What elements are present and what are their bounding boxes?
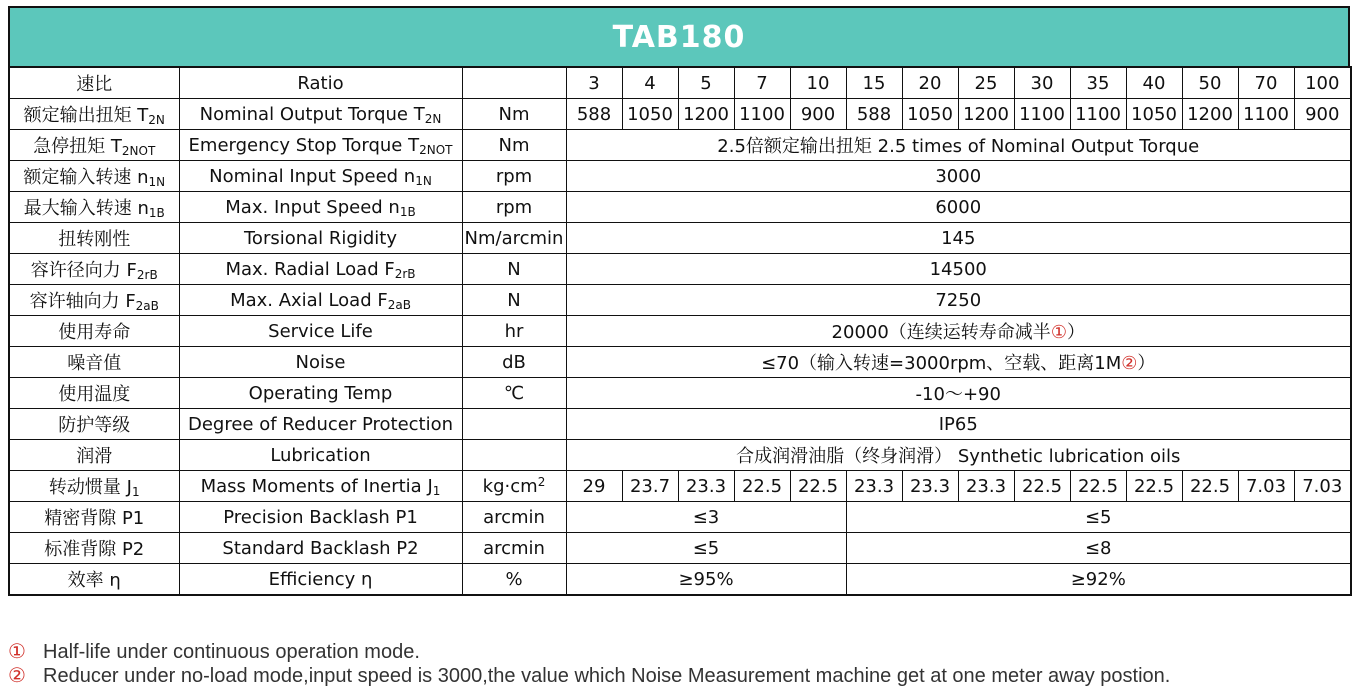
- table-title: TAB180: [8, 6, 1350, 66]
- row-label-en-subscript: 1N: [415, 173, 432, 188]
- table-row-axial: [9, 285, 1351, 316]
- value-cell-ratio-3-to-10: ≤5: [566, 533, 846, 564]
- value-cell: 1200: [678, 99, 734, 130]
- value-cell: 23.3: [678, 471, 734, 502]
- value-cell-ratio-15-to-100: ≥92%: [846, 564, 1351, 596]
- ratio-cell: 7: [734, 67, 790, 99]
- row-label-zh: [9, 316, 179, 347]
- table-row-estop: [9, 130, 1351, 161]
- row-unit-text: dB: [502, 351, 526, 373]
- footnotes: [8, 640, 1353, 688]
- row-label-zh: [9, 192, 179, 223]
- value-cell: 1050: [1126, 99, 1182, 130]
- value-cell: 1100: [734, 99, 790, 130]
- row-unit: [462, 533, 566, 564]
- row-unit-text: arcmin: [483, 506, 545, 528]
- value-cell: 7.03: [1238, 471, 1294, 502]
- footnote: [8, 664, 1353, 688]
- row-unit: [462, 192, 566, 223]
- row-unit: [462, 99, 566, 130]
- row-label-zh: [9, 254, 179, 285]
- value-cell: 23.3: [902, 471, 958, 502]
- row-label-en: [179, 409, 462, 440]
- table-row-radial: [9, 254, 1351, 285]
- value-text: 合成润滑油脂（终身润滑） Synthetic lubrication oils: [736, 446, 1181, 467]
- value-cell: 1100: [1070, 99, 1126, 130]
- row-unit-text: ℃: [503, 382, 525, 404]
- row-label-zh: [9, 471, 179, 502]
- row-label-en: [179, 533, 462, 564]
- row-unit-text: Nm/arcmin: [464, 227, 564, 249]
- ratio-label-zh: 速比: [9, 67, 179, 99]
- row-label-en: [179, 285, 462, 316]
- value-cell-all-ratios: [566, 161, 1351, 192]
- table-row-noise: [9, 347, 1351, 378]
- value-cell: 22.5: [734, 471, 790, 502]
- row-label-zh-text: 使用温度: [58, 384, 131, 405]
- row-label-en: [179, 254, 462, 285]
- row-label-zh-subscript: 1B: [148, 206, 165, 220]
- row-unit: [462, 471, 566, 502]
- value-cell: 1050: [622, 99, 678, 130]
- row-label-zh-subscript: 1N: [148, 175, 166, 189]
- row-label-en: [179, 161, 462, 192]
- ratio-cell: 25: [958, 67, 1014, 99]
- row-label-en-text: Nominal Input Speed n: [209, 165, 416, 187]
- row-label-zh: [9, 347, 179, 378]
- row-label-en-subscript: 2aB: [387, 297, 411, 312]
- spec-table: [8, 66, 1352, 596]
- value-cell: 22.5: [1182, 471, 1238, 502]
- row-label-en-text: Operating Temp: [248, 382, 393, 404]
- row-unit-text: %: [505, 568, 523, 590]
- row-label-en: [179, 564, 462, 596]
- row-unit: [462, 502, 566, 533]
- footnote: [8, 640, 1353, 664]
- table-row-protection: [9, 409, 1351, 440]
- row-label-en: [179, 192, 462, 223]
- row-label-en-text: Service Life: [268, 320, 373, 342]
- row-label-zh: [9, 285, 179, 316]
- row-label-zh-text: 防护等级: [58, 415, 131, 436]
- table-row-input-speed: [9, 161, 1351, 192]
- row-label-en-text: Precision Backlash P1: [223, 506, 418, 528]
- value-cell-all-ratios: [566, 316, 1351, 347]
- row-label-zh: [9, 533, 179, 564]
- row-unit-text: N: [507, 258, 521, 280]
- value-cell-all-ratios: [566, 192, 1351, 223]
- row-unit: [462, 161, 566, 192]
- value-cell: 22.5: [1126, 471, 1182, 502]
- value-cell-ratio-15-to-100: ≤5: [846, 502, 1351, 533]
- row-label-en: [179, 378, 462, 409]
- row-label-zh: [9, 564, 179, 596]
- value-cell-all-ratios: [566, 285, 1351, 316]
- table-row-lubrication: [9, 440, 1351, 471]
- row-label-en: [179, 130, 462, 161]
- ratio-cell: 35: [1070, 67, 1126, 99]
- row-label-en-subscript: 1B: [399, 204, 416, 219]
- value-cell: 23.3: [958, 471, 1014, 502]
- row-label-zh: [9, 161, 179, 192]
- row-label-zh-subscript: 2rB: [136, 268, 158, 282]
- row-label-en-text: Nominal Output Torque T: [199, 103, 425, 125]
- ratio-cell: 40: [1126, 67, 1182, 99]
- row-label-zh-subscript: 2aB: [135, 299, 159, 313]
- value-text-close: ）: [1137, 353, 1156, 374]
- value-cell-all-ratios: [566, 254, 1351, 285]
- row-label-zh-text: 效率 η: [67, 570, 121, 591]
- table-row-temp: [9, 378, 1351, 409]
- row-label-zh-text: 容许径向力 F: [30, 260, 137, 281]
- table-row-max-speed: [9, 192, 1351, 223]
- row-label-zh-text: 容许轴向力 F: [29, 291, 136, 312]
- ratio-cell: 10: [790, 67, 846, 99]
- row-label-zh-subscript: 2N: [148, 113, 165, 127]
- row-unit: [462, 130, 566, 161]
- row-label-en-subscript: 2rB: [394, 266, 416, 281]
- ratio-cell: 3: [566, 67, 622, 99]
- ratio-label-en: Ratio: [179, 67, 462, 99]
- row-unit-text: hr: [504, 320, 524, 342]
- value-cell: 22.5: [1014, 471, 1070, 502]
- row-label-en-text: Noise: [295, 351, 346, 373]
- ratio-unit: [462, 67, 566, 99]
- table-row-p1: [9, 502, 1351, 533]
- row-label-en-text: Lubrication: [270, 444, 371, 466]
- footnote-mark: ①: [8, 641, 26, 663]
- value-cell-all-ratios: [566, 440, 1351, 471]
- row-label-zh: [9, 99, 179, 130]
- row-unit-text: Nm: [498, 134, 530, 156]
- row-label-en-text: Efficiency η: [268, 568, 373, 590]
- row-label-en-text: Standard Backlash P2: [222, 537, 419, 559]
- row-label-en-text: Max. Radial Load F: [225, 258, 395, 280]
- value-text: IP65: [938, 413, 978, 435]
- row-label-zh: [9, 440, 179, 471]
- footnote-ref-mark: ①: [1050, 322, 1067, 343]
- row-label-zh-text: 噪音值: [67, 353, 122, 374]
- value-cell-ratio-3-to-10: ≥95%: [566, 564, 846, 596]
- table-row-life: [9, 316, 1351, 347]
- spec-sheet: [8, 6, 1350, 596]
- row-unit-text: arcmin: [483, 537, 545, 559]
- footnote-mark: ②: [8, 665, 26, 687]
- value-cell: 1100: [1238, 99, 1294, 130]
- row-unit-text: Nm: [498, 103, 530, 125]
- row-unit-text: kg·cm: [482, 475, 538, 497]
- value-cell: 29: [566, 471, 622, 502]
- row-label-zh: [9, 223, 179, 254]
- value-text: ≤70（输入转速=3000rpm、空载、距离1M: [761, 353, 1122, 374]
- row-unit: [462, 254, 566, 285]
- row-label-zh-text: 润滑: [76, 446, 113, 467]
- row-label-zh-text: 急停扭矩 T: [33, 136, 122, 157]
- row-label-en-text: Mass Moments of Inertia J: [200, 475, 433, 497]
- row-label-zh-text: 扭转刚性: [58, 229, 131, 250]
- ratio-cell: 70: [1238, 67, 1294, 99]
- ratio-cell: 15: [846, 67, 902, 99]
- value-cell: 23.7: [622, 471, 678, 502]
- row-label-en-text: Torsional Rigidity: [244, 227, 397, 249]
- footnote-text: Reducer under no-load mode,input speed is 3000,the value which Noise Measurement machine get at one meter away postion.: [43, 665, 1171, 687]
- row-unit: [462, 564, 566, 596]
- value-cell: 1050: [902, 99, 958, 130]
- table-row-p2: [9, 533, 1351, 564]
- row-unit: [462, 378, 566, 409]
- ratio-cell: 4: [622, 67, 678, 99]
- value-cell: 1200: [1182, 99, 1238, 130]
- value-text: 20000（连续运转寿命减半: [831, 322, 1051, 343]
- row-unit: [462, 409, 566, 440]
- row-label-zh-text: 使用寿命: [58, 322, 131, 343]
- table-row-efficiency: [9, 564, 1351, 596]
- row-unit: [462, 440, 566, 471]
- value-text-close: ）: [1066, 322, 1085, 343]
- row-label-en-text: Max. Input Speed n: [225, 196, 400, 218]
- ratio-cell: 100: [1294, 67, 1351, 99]
- value-text: 14500: [929, 258, 987, 280]
- value-cell: 900: [790, 99, 846, 130]
- row-label-zh-text: 最大输入转速 n: [23, 198, 149, 219]
- value-cell: 7.03: [1294, 471, 1351, 502]
- row-unit: [462, 316, 566, 347]
- value-cell-all-ratios: [566, 223, 1351, 254]
- row-label-zh-text: 额定输入转速 n: [23, 167, 149, 188]
- value-cell: 588: [846, 99, 902, 130]
- ratio-cell: 30: [1014, 67, 1070, 99]
- value-text: 145: [941, 227, 976, 249]
- row-label-zh: [9, 409, 179, 440]
- row-label-en: [179, 347, 462, 378]
- footnote-ref-mark: ②: [1121, 353, 1138, 374]
- value-cell: 1100: [1014, 99, 1070, 130]
- row-label-en: [179, 223, 462, 254]
- row-label-en-text: Degree of Reducer Protection: [187, 413, 454, 435]
- ratio-cell: 20: [902, 67, 958, 99]
- row-label-en-text: Emergency Stop Torque T: [188, 134, 420, 156]
- value-cell: 23.3: [846, 471, 902, 502]
- row-unit-superscript: 2: [537, 474, 546, 489]
- footnote-text: Half-life under continuous operation mode.: [43, 641, 420, 663]
- row-label-en: [179, 471, 462, 502]
- value-cell-all-ratios: [566, 347, 1351, 378]
- value-text: 2.5倍额定输出扭矩 2.5 times of Nominal Output Torque: [717, 136, 1200, 157]
- value-cell: 588: [566, 99, 622, 130]
- table-row-rigidity: [9, 223, 1351, 254]
- row-label-zh-subscript: 2NOT: [121, 144, 156, 158]
- row-label-zh-text: 标准背隙 P2: [44, 539, 145, 560]
- value-cell: 22.5: [1070, 471, 1126, 502]
- row-label-en: [179, 440, 462, 471]
- row-label-en-text: Max. Axial Load F: [230, 289, 388, 311]
- value-text: 6000: [935, 196, 982, 218]
- value-cell-ratio-15-to-100: ≤8: [846, 533, 1351, 564]
- row-label-en-subscript: 1: [432, 483, 441, 498]
- value-cell-all-ratios: [566, 409, 1351, 440]
- row-label-en-subscript: 2NOT: [419, 142, 453, 157]
- value-cell: 900: [1294, 99, 1351, 130]
- row-label-en: [179, 502, 462, 533]
- table-body: [9, 67, 1351, 595]
- value-cell-all-ratios: [566, 378, 1351, 409]
- row-unit: [462, 285, 566, 316]
- row-label-en: [179, 316, 462, 347]
- row-label-en: [179, 99, 462, 130]
- value-text: -10～+90: [915, 384, 1001, 405]
- row-unit: [462, 347, 566, 378]
- value-cell: 22.5: [790, 471, 846, 502]
- row-label-zh-text: 精密背隙 P1: [44, 508, 145, 529]
- ratio-cell: 5: [678, 67, 734, 99]
- row-label-en-subscript: 2N: [424, 111, 442, 126]
- value-cell: 1200: [958, 99, 1014, 130]
- row-unit: [462, 223, 566, 254]
- table-row-inertia: [9, 471, 1351, 502]
- row-unit-text: rpm: [495, 165, 533, 187]
- row-label-zh-text: 转动惯量 J: [48, 477, 132, 498]
- value-text: 7250: [935, 289, 982, 311]
- row-label-zh: [9, 378, 179, 409]
- row-unit-text: N: [507, 289, 521, 311]
- row-label-zh-subscript: 1: [131, 485, 140, 499]
- value-cell-all-ratios: [566, 130, 1351, 161]
- value-cell-ratio-3-to-10: ≤3: [566, 502, 846, 533]
- table-row-ratio: [9, 67, 1351, 99]
- row-label-zh: [9, 130, 179, 161]
- ratio-cell: 50: [1182, 67, 1238, 99]
- value-text: 3000: [935, 165, 982, 187]
- row-label-zh: [9, 502, 179, 533]
- table-row-torque: [9, 99, 1351, 130]
- row-unit-text: rpm: [495, 196, 533, 218]
- row-label-zh-text: 额定输出扭矩 T: [23, 105, 149, 126]
